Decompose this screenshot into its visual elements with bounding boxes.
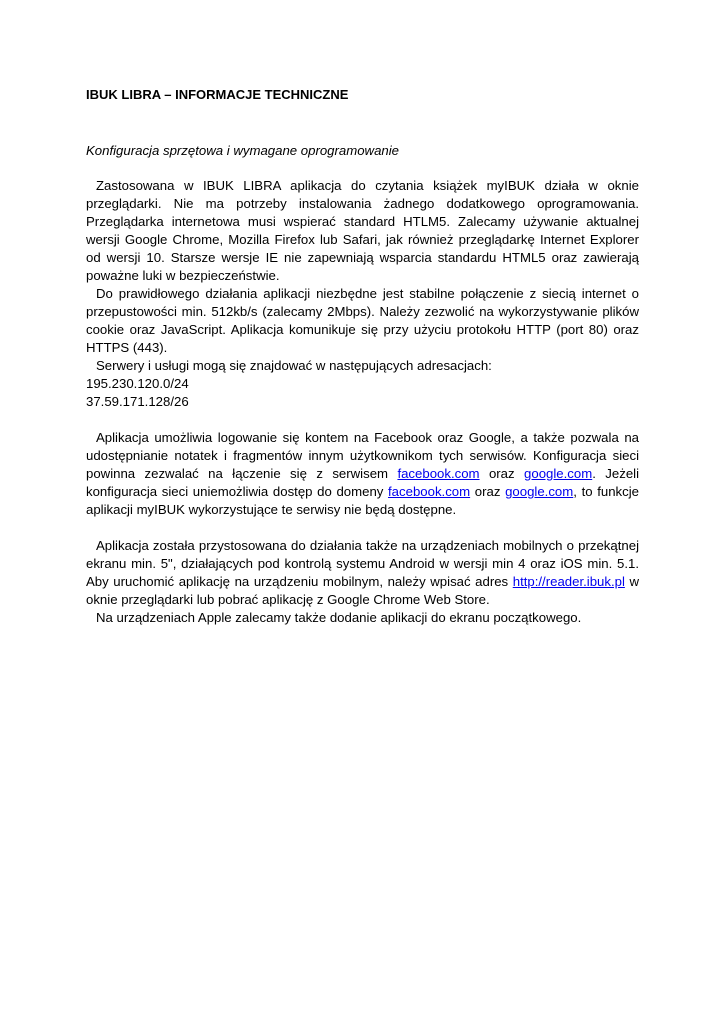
text-fragment: oraz <box>479 466 525 481</box>
text-fragment: Aplikacja została przystosowana do działania także na urządzeniach mobilnych o przekątnej ekranu min. 5", działających pod kontrolą systemu Android w wersji min 4 oraz iOS min. 5.1. Aby uruchomić aplikację na urządzeniu mobilnym, należy wpisać adres <box>86 538 639 589</box>
paragraph-browser-requirements: Zastosowana w IBUK LIBRA aplikacja do czytania książek myIBUK działa w oknie przeglądarki. Nie ma potrzeby instalowania żadnego dodatkowego oprogramowania. Przeglądarka internetowa musi wspierać standard HTLM5. Zalecamy używanie aktualnej wersji Google Chrome, Mozilla Firefox lub Safari, jak również przeglądarkę Internet Explorer od wersji 10. Starsze wersje IE nie zapewniają wsparcia standardu HTML5 oraz zawierają poważne luki w bezpieczeństwie. <box>86 178 639 283</box>
facebook-link[interactable]: facebook.com <box>397 466 480 481</box>
google-link[interactable]: google.com <box>524 466 593 481</box>
facebook-link-2[interactable]: facebook.com <box>388 484 471 499</box>
paragraph-mobile <box>86 537 639 609</box>
text-fragment: , to funkcje aplikacji myIBUK wykorzystujące te serwisy nie będą dostępne. <box>86 484 639 517</box>
spacer <box>86 411 639 429</box>
ip-range-2: 37.59.171.128/26 <box>86 394 189 409</box>
paragraph-network-requirements: Do prawidłowego działania aplikacji niezbędne jest stabilne połączenie z siecią internet o przepustowości min. 512kb/s (zalecamy 2Mbps). Należy zezwolić na wykorzystywanie plików cookie oraz JavaScript. Aplikacja komunikuje się przy użyciu protokołu HTTP (port 80) oraz HTTPS (443). <box>86 286 639 355</box>
text-fragment: Aplikacja umożliwia logowanie się kontem na Facebook oraz Google, a także pozwala na udostępnianie notatek i fragmentów innym użytkownikom tych serwisów. Konfiguracja sieci powinna zezwalać na łączenie się z serwisem <box>86 430 639 481</box>
text-fragment: . Jeżeli konfiguracja sieci uniemożliwia dostęp do domeny <box>86 466 640 499</box>
text-fragment: w oknie przeglądarki lub pobrać aplikację z Google Chrome Web Store. <box>86 574 640 607</box>
paragraph-servers: Serwery i usługi mogą się znajdować w następujących adresacjach: <box>96 358 492 373</box>
paragraph-apple: Na urządzeniach Apple zalecamy także dodanie aplikacji do ekranu początkowego. <box>96 610 582 625</box>
google-link-2[interactable]: google.com <box>505 484 574 499</box>
spacer <box>86 519 639 537</box>
section-subtitle: Konfiguracja sprzętowa i wymagane oprogramowanie <box>86 143 400 158</box>
page-title: IBUK LIBRA – INFORMACJE TECHNICZNE <box>86 87 349 102</box>
ip-range-1: 195.230.120.0/24 <box>86 376 189 391</box>
reader-link[interactable]: http://reader.ibuk.pl <box>512 574 625 589</box>
text-fragment: oraz <box>470 484 506 499</box>
paragraph-social-login <box>86 429 639 519</box>
document-body <box>86 177 639 627</box>
